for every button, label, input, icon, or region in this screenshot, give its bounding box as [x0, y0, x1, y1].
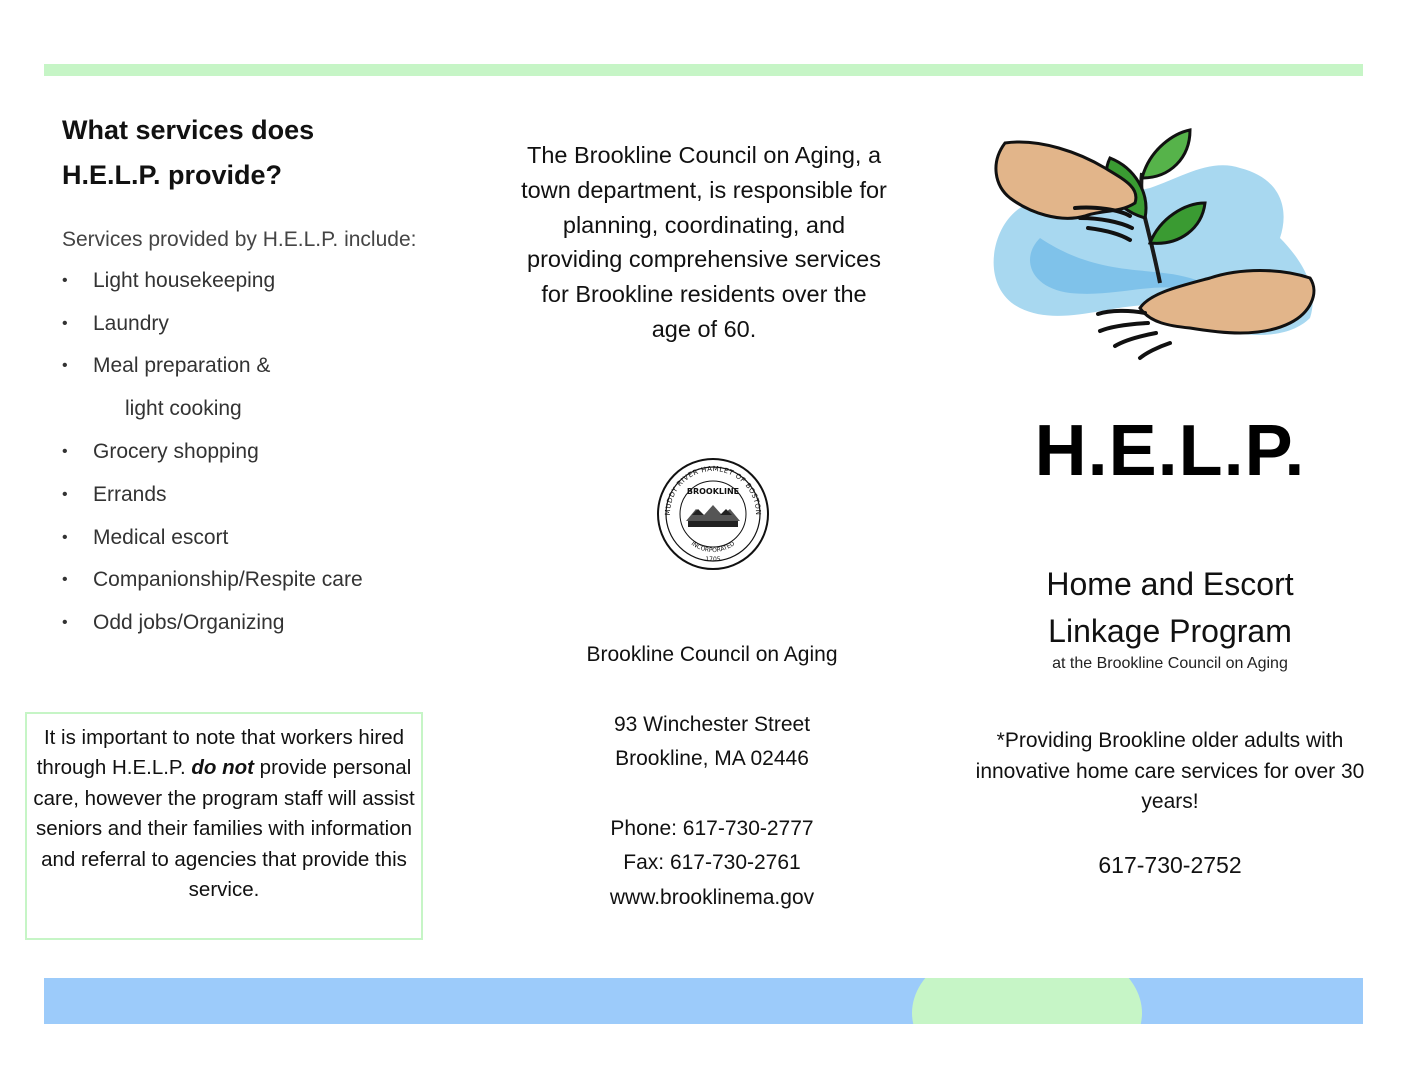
services-list: [62, 266, 462, 651]
svg-text:INCORPORATED: INCORPORATED: [689, 540, 737, 555]
services-panel: [62, 108, 462, 651]
bottom-accent-bar: [44, 978, 1363, 1024]
brookline-seal-icon: [656, 457, 770, 571]
contact-org: Brookline Council on Aging: [586, 643, 838, 666]
list-item: • Grocery shopping: [62, 437, 462, 480]
contact-city: Brookline, MA 02446: [615, 747, 809, 770]
list-item: • Companionship/Respite care: [62, 565, 462, 608]
list-item: • Odd jobs/Organizing: [62, 608, 462, 651]
help-title: H.E.L.P.: [1034, 411, 1306, 491]
svg-text:MUDDY RIVER HAMLET OF BOSTON: MUDDY RIVER HAMLET OF BOSTON: [663, 464, 763, 516]
bottom-accent-circle: [912, 978, 1142, 1024]
program-name-line1: Home and Escort: [1046, 566, 1294, 602]
services-heading: [62, 108, 462, 198]
tagline: *Providing Brookline older adults with innovative home care services for over 30 years!: [975, 729, 1365, 813]
svg-text:1705: 1705: [705, 556, 721, 563]
list-item-continuation: light cooking: [125, 397, 242, 421]
contact-street: 93 Winchester Street: [613, 712, 811, 736]
program-name-line2: Linkage Program: [1048, 613, 1292, 649]
list-item: • Light housekeeping: [62, 266, 462, 309]
top-accent-bar: [44, 64, 1363, 76]
contact-website-link[interactable]: www.brooklinema.gov: [609, 885, 815, 909]
program-subtitle: at the Brookline Council on Aging: [1052, 655, 1288, 672]
list-item: • Laundry: [62, 309, 462, 352]
services-heading-line2: H.E.L.P. provide?: [62, 160, 283, 190]
hands-with-seedling-icon: [980, 118, 1320, 380]
contact-phone: Phone: 617-730-2777: [610, 816, 814, 840]
contact-fax: Fax: 617-730-2761: [623, 851, 801, 874]
list-item: • Meal preparation & light cooking: [62, 351, 462, 437]
list-item: • Errands: [62, 480, 462, 523]
note-emphasis: do not: [191, 756, 254, 780]
program-name: [970, 561, 1370, 655]
help-phone-number: 617-730-2752: [1098, 852, 1242, 878]
personal-care-note: It is important to note that workers hired through H.E.L.P. do not provide personal care, however the program staff will assist seniors and their families with information and referral to agencies that provide this service.: [25, 712, 423, 940]
svg-text:BROOKLINE: BROOKLINE: [686, 487, 740, 496]
list-item: • Medical escort: [62, 523, 462, 566]
services-intro: Services provided by H.E.L.P. include:: [62, 228, 417, 251]
services-heading-line1: What services does: [62, 115, 315, 145]
council-description: The Brookline Council on Aging, a town department, is responsible for planning, coordinating, and providing comprehensive services for Brookline residents over the age of 60.: [521, 142, 887, 342]
contact-info: [540, 638, 884, 915]
